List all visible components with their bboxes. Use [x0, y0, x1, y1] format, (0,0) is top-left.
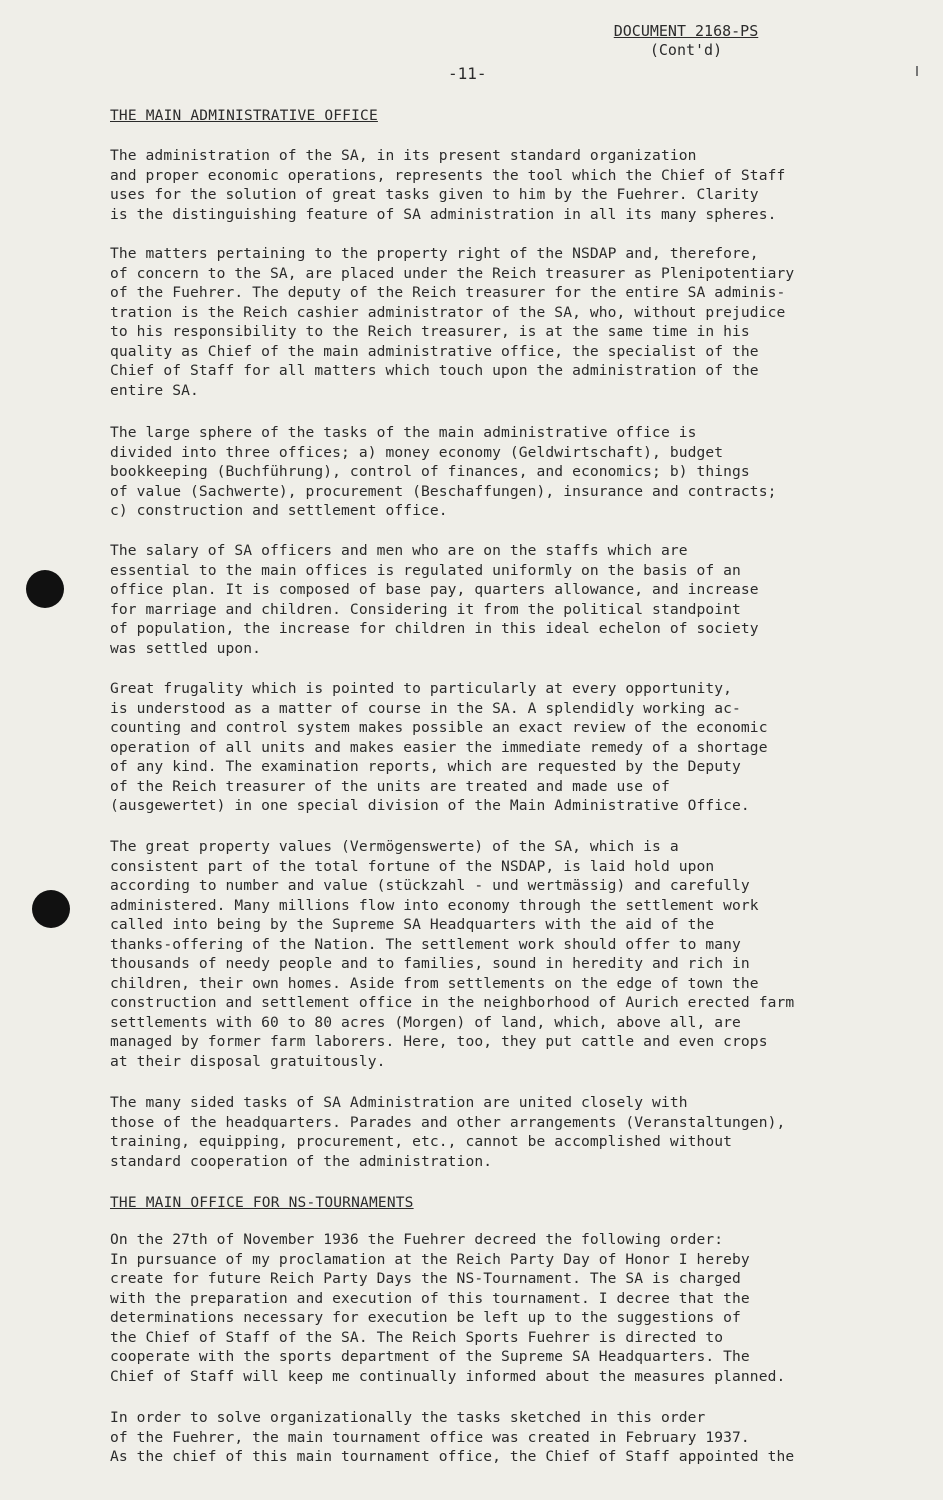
paragraph-3: The large sphere of the tasks of the main administrative office is divided into three offices; a) money economy (Geldwirtschaft), budget bookkeeping (Buchführung), control of finances, and economics; b) things of value (Sachwerte), procurement (Beschaffungen), insurance and contracts; c) construction and settlement office. [110, 424, 777, 519]
punch-hole-upper [26, 570, 64, 608]
margin-mark [916, 66, 918, 76]
document-number: DOCUMENT 2168-PS [613, 22, 759, 40]
section-heading-main-administrative-office: THE MAIN ADMINISTRATIVE OFFICE [110, 108, 378, 124]
paragraph-6: The great property values (Vermögenswerte) of the SA, which is a consistent part of the total fortune of the NSDAP, is laid hold upon according to number and value (stückzahl - und wertmässig) and carefully administered. Many millions flow into economy through the settlement work called into being by the Supreme SA Headquarters with the aid of the thanks-offering of the Nation. The settlement work should offer to many thousands of needy people and to families, sound in heredity and rich in children, their own homes. Aside from settlements on the edge of town the construction and settlement office in the neighborhood of Aurich erected farm settlements with 60 to 80 acres (Morgen) of land, which, above all, are managed by former farm laborers. Here, too, they put cattle and even crops at their disposal gratuitously. [110, 838, 795, 1070]
continuation-note: (Cont'd) [649, 41, 723, 59]
paragraph-8: On the 27th of November 1936 the Fuehrer decreed the following order: In pursuance of my proclamation at the Reich Party Day of Honor I hereby create for future Reich Party Days the NS-Tournament. The SA is charged with the preparation and execution of this tournament. I decree that the determinations necessary for execution be left up to the suggestions of the Chief of Staff of the SA. The Reich Sports Fuehrer is directed to cooperate with the sports department of the Supreme SA Headquarters. The Chief of Staff will keep me continually informed about the measures planned. [110, 1231, 786, 1385]
section-heading-ns-tournaments: THE MAIN OFFICE FOR NS-TOURNAMENTS [110, 1195, 414, 1211]
paragraph-9: In order to solve organizationally the tasks sketched in this order of the Fuehrer, the main tournament office was created in February 1937. As the chief of this main tournament office, the Chief of Staff appointed the [110, 1409, 795, 1465]
paragraph-1: The administration of the SA, in its present standard organization and proper economic operations, represents the tool which the Chief of Staff uses for the solution of great tasks given to him by the Fuehrer. Clarity is the distinguishing feature of SA administration in all its many spheres. [110, 147, 786, 223]
paragraph-4: The salary of SA officers and men who are on the staffs which are essential to the main offices is regulated uniformly on the basis of an office plan. It is composed of base pay, quarters allowance, and increase for marriage and children. Considering it from the political standpoint of population, the increase for children in this ideal echelon of society was settled upon. [110, 542, 759, 657]
paragraph-7: The many sided tasks of SA Administration are united closely with those of the headquarters. Parades and other arrangements (Veranstaltungen), training, equipping, procurement, etc., cannot be accomplished without standard cooperation of the administration. [110, 1094, 786, 1170]
punch-hole-lower [32, 890, 70, 928]
page-number: -11- [448, 64, 487, 83]
paragraph-5: Great frugality which is pointed to particularly at every opportunity, is understood as a matter of course in the SA. A splendidly working ac- counting and control system makes possible an exact review of the economic operation of all units and makes easier the immediate remedy of a shortage of any kind. The examination reports, which are requested by the Deputy of the Reich treasurer of the units are treated and made use of (ausgewertet) in one special division of the Main Administrative Office. [110, 680, 768, 814]
paragraph-2: The matters pertaining to the property right of the NSDAP and, therefore, of concern to the SA, are placed under the Reich treasurer as Plenipotentiary of the Fuehrer. The deputy of the Reich treasurer for the entire SA adminis- tration is the Reich cashier administrator of the SA, who, without prejudice to his responsibility to the Reich treasurer, is at the same time in his quality as Chief of the main administrative office, the specialist of the Chief of Staff for all matters which touch upon the administration of the entire SA. [110, 245, 795, 399]
document-header [606, 22, 766, 60]
